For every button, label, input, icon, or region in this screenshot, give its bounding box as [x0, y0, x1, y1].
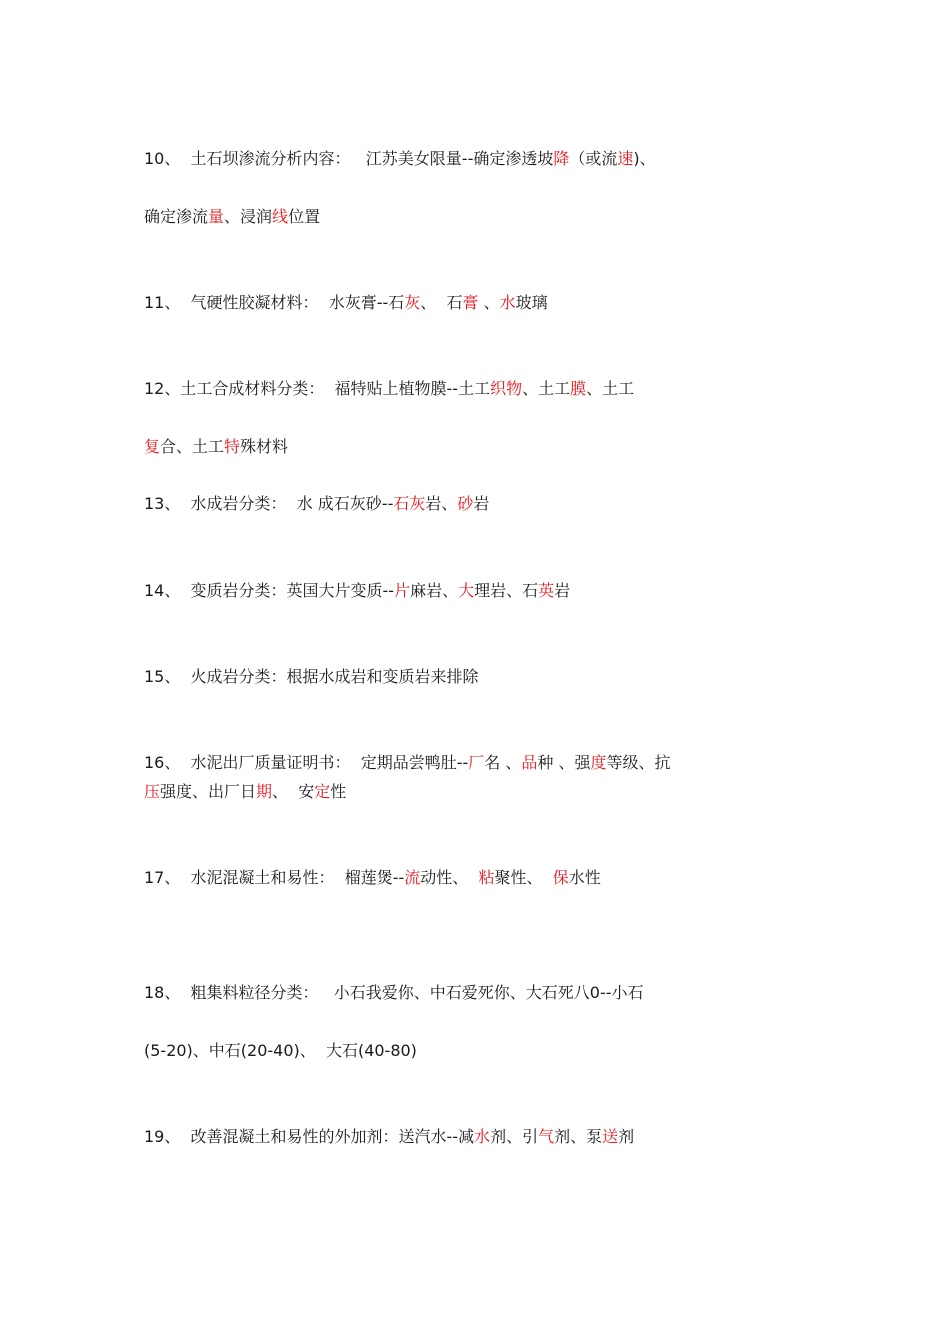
text-segment: 确定渗流	[144, 207, 209, 226]
item-19-line	[144, 1127, 634, 1147]
text-segment: 位置	[288, 207, 321, 226]
highlight-text: 品	[521, 753, 538, 772]
highlight-text: 织物	[490, 379, 523, 398]
highlight-text: 水	[499, 293, 516, 312]
text-segment: )、	[633, 149, 656, 168]
text-segment: 16、 水泥出厂质量证明书： 定期品尝鸭肚--	[144, 753, 469, 772]
highlight-text: 期	[256, 782, 273, 801]
text-segment: 19、 改善混凝土和易性的外加剂：送汽水--减	[144, 1127, 475, 1146]
text-segment: （或流	[569, 149, 618, 168]
text-segment: 理岩、石	[474, 581, 539, 600]
highlight-text: 量	[208, 207, 225, 226]
text-segment: 玻璃	[515, 293, 548, 312]
highlight-text: 片	[394, 581, 411, 600]
text-segment: 岩	[554, 581, 571, 600]
highlight-text: 粘	[478, 868, 495, 887]
highlight-text: 定	[314, 782, 331, 801]
highlight-text: 砂	[457, 494, 474, 513]
item-16-line-2	[144, 782, 346, 802]
text-segment: 14、 变质岩分类：英国大片变质--	[144, 581, 395, 600]
item-10-line-1	[144, 149, 656, 169]
text-segment: 岩、	[425, 494, 458, 513]
text-segment: 10、 土石坝渗流分析内容： 江苏美女限量--确定渗透坡	[144, 149, 554, 168]
highlight-text: 压	[144, 782, 161, 801]
text-segment: 剂、引	[490, 1127, 539, 1146]
highlight-text: 厂	[468, 753, 485, 772]
text-segment: 水性	[568, 868, 601, 887]
highlight-text: 送	[602, 1127, 619, 1146]
text-segment: 性	[330, 782, 347, 801]
highlight-text: 保	[552, 868, 569, 887]
text-segment: 名 、	[484, 753, 522, 772]
highlight-text: 降	[553, 149, 570, 168]
text-segment: (5-20)、中石(20-40)、 大石(40-80)	[144, 1041, 417, 1060]
item-11-line	[144, 293, 548, 313]
text-segment: 17、 水泥混凝土和易性： 榴莲煲--	[144, 868, 405, 887]
text-segment: 11、 气硬性胶凝材料： 水灰膏--石	[144, 293, 405, 312]
item-18-line-2	[144, 1041, 417, 1061]
text-segment: 强度、出厂日	[160, 782, 257, 801]
text-segment: 15、 火成岩分类：根据水成岩和变质岩来排除	[144, 667, 479, 686]
highlight-text: 大	[458, 581, 475, 600]
text-segment: 12、土工合成材料分类： 福特贴上植物膜--土工	[144, 379, 491, 398]
text-segment: 麻岩、	[410, 581, 459, 600]
text-segment: 、土工	[522, 379, 571, 398]
item-13-line	[144, 494, 489, 514]
text-segment: 岩	[473, 494, 490, 513]
highlight-text: 线	[272, 207, 289, 226]
highlight-text: 膜	[570, 379, 587, 398]
item-15-line	[144, 667, 479, 687]
highlight-text: 复	[144, 437, 161, 456]
text-segment: 聚性、	[494, 868, 553, 887]
text-segment: 殊材料	[240, 437, 289, 456]
text-segment: 13、 水成岩分类： 水 成石灰砂--	[144, 494, 394, 513]
item-18-line-1	[144, 983, 644, 1003]
highlight-text: 气	[538, 1127, 555, 1146]
text-segment: 、 石	[420, 293, 463, 312]
text-segment: 种 、强	[537, 753, 591, 772]
text-segment: 合、土工	[160, 437, 225, 456]
text-segment: 、 安	[272, 782, 315, 801]
text-segment: 剂、泵	[554, 1127, 603, 1146]
highlight-text: 灰	[404, 293, 421, 312]
highlight-text: 英	[538, 581, 555, 600]
text-segment: 18、 粗集料粒径分类： 小石我爱你、中石爱死你、大石死八0--小石	[144, 983, 644, 1002]
text-segment: 等级、抗	[606, 753, 671, 772]
text-segment: 动性、	[420, 868, 479, 887]
item-12-line-1	[144, 379, 634, 399]
text-segment: 、土工	[586, 379, 635, 398]
highlight-text: 石灰	[393, 494, 426, 513]
item-14-line	[144, 581, 570, 601]
highlight-text: 度	[590, 753, 607, 772]
text-segment: 、	[478, 293, 500, 312]
item-10-line-2	[144, 207, 320, 227]
highlight-text: 速	[617, 149, 634, 168]
text-segment: 、浸润	[224, 207, 273, 226]
item-16-line-1	[144, 753, 671, 773]
highlight-text: 膏	[462, 293, 479, 312]
highlight-text: 流	[404, 868, 421, 887]
highlight-text: 特	[224, 437, 241, 456]
item-12-line-2	[144, 437, 288, 457]
item-17-line	[144, 868, 601, 888]
highlight-text: 水	[474, 1127, 491, 1146]
text-segment: 剂	[618, 1127, 635, 1146]
